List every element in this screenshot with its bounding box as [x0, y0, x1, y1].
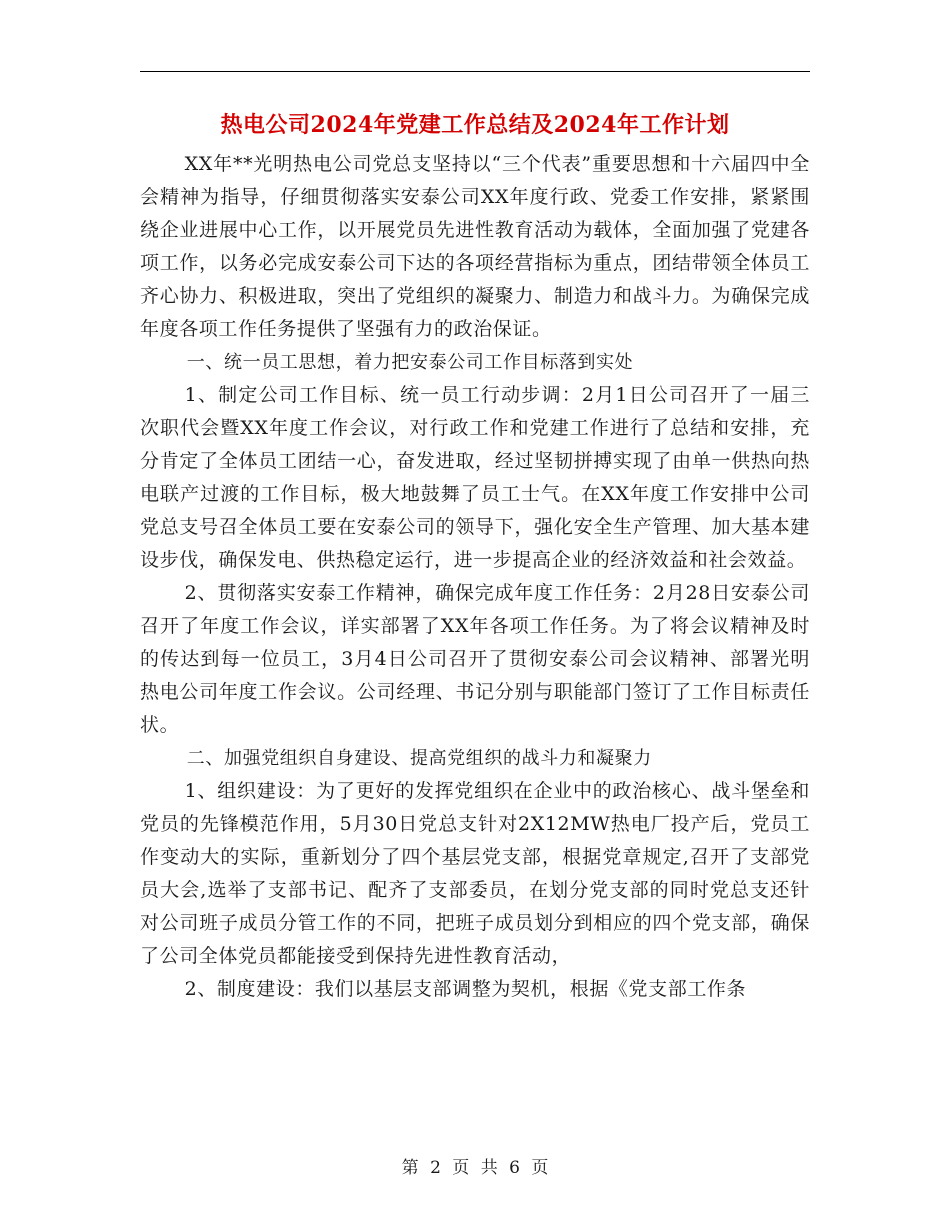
document-title: 热电公司2024年党建工作总结及2024年工作计划 [220, 112, 730, 138]
body-paragraph: 1、组织建设：为了更好的发挥党组织在企业中的政治核心、战斗堡垒和党员的先锋模范作用，5月30日党总支针对2X12MW热电厂投产后，党员工作变动大的实际，重新划分了四个基层党支部，根据党章规定,召开了支部党员大会,选举了支部书记、配齐了支部委员，在划分党支部的同时党总支还针对公司班子成员分管工作的不同，把班子成员划分到相应的四个党支部，确保了公司全体党员都能接受到保持先进性教育活动， [140, 780, 810, 967]
header-rule [140, 71, 810, 72]
section-heading-2: 二、加强党组织自身建设、提高党组织的战斗力和凝聚力 [186, 748, 652, 769]
section-heading-1: 一、统一员工思想，着力把安泰公司工作目标落到实处 [186, 352, 634, 373]
intro-paragraph: XX年**光明热电公司党总支坚持以“三个代表”重要思想和十六届四中全会精神为指导，仔细贯彻落实安泰公司XX年度行政、党委工作安排，紧紧围绕企业进展中心工作，以开展党员先进性教育活动为载体，全面加强了党建各项工作，以务必完成安泰公司下达的各项经营指标为重点，团结带领全体员工齐心协力、积极进取，突出了党组织的凝聚力、制造力和战斗力。为确保完成年度各项工作任务提供了坚强有力的政治保证。 [140, 153, 810, 340]
body-paragraph: 2、贯彻落实安泰工作精神，确保完成年度工作任务：2月28日安泰公司召开了年度工作会议，详实部署了XX年各项工作任务。为了将会议精神及时的传达到每一位员工，3月4日公司召开了贯彻安泰公司会议精神、部署光明热电公司年度工作会议。公司经理、书记分别与职能部门签订了工作目标责任状。 [140, 582, 810, 736]
page-number: 第 2 页 共 6 页 [401, 1158, 549, 1178]
body-paragraph: 1、制定公司工作目标、统一员工行动步调：2月1日公司召开了一届三次职代会暨XX年度工作会议，对行政工作和党建工作进行了总结和安排，充分肯定了全体员工团结一心，奋发进取，经过坚韧拼搏实现了由单一供热向热电联产过渡的工作目标，极大地鼓舞了员工士气。在XX年度工作安排中公司党总支号召全体员工要在安泰公司的领导下，强化安全生产管理、加大基本建设步伐，确保发电、供热稳定运行，进一步提高企业的经济效益和社会效益。 [140, 384, 810, 571]
document-body [140, 148, 810, 1006]
body-paragraph: 2、制度建设：我们以基层支部调整为契机，根据《党支部工作条 [184, 978, 747, 1000]
